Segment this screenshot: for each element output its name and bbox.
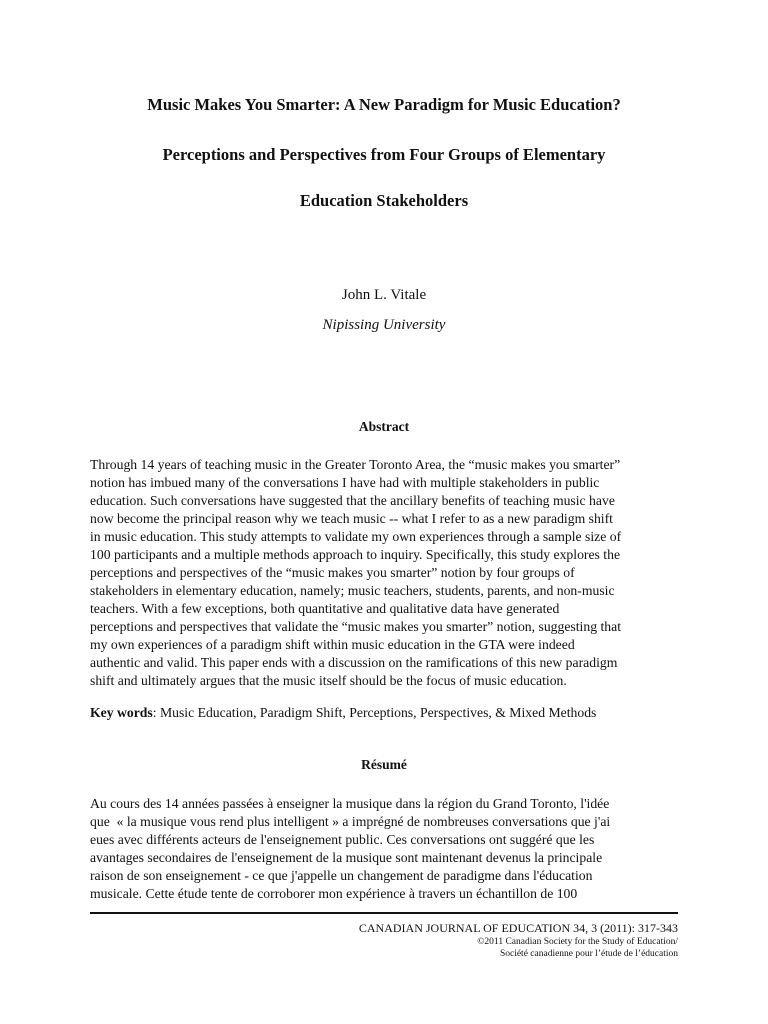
resume-line: avantages secondaires de l'enseignement de la musique sont maintenant devenus la principale	[90, 850, 603, 865]
abstract-line: now become the principal reason why we teach music -- what I refer to as a new paradigm shift	[90, 511, 613, 526]
resume-heading: Résumé	[361, 757, 407, 772]
abstract-line: teachers. With a few exceptions, both quantitative and qualitative data have generated	[90, 601, 560, 616]
footer-divider	[90, 912, 678, 914]
keywords-label: Key words	[90, 705, 153, 720]
resume-line: eues avec différents acteurs de l'enseignement public. Ces conversations ont suggéré que les	[90, 832, 595, 847]
abstract-line: perceptions and perspectives of the “music makes you smarter” notion by four groups of	[90, 565, 575, 580]
abstract-line: authentic and valid. This paper ends with a discussion on the ramifications of this new paradigm	[90, 655, 618, 670]
author-affiliation: Nipissing University	[322, 317, 446, 333]
title-line-3: Education Stakeholders	[299, 191, 469, 210]
page-footer	[90, 921, 678, 960]
abstract-line: my own experiences of a paradigm shift within music education in the GTA were indeed	[90, 637, 575, 652]
abstract-line: notion has imbued many of the conversations I have had with multiple stakeholders in public	[90, 475, 600, 490]
society-name-fr: Société canadienne pour l’étude de l’éducation	[499, 949, 678, 959]
title-line-2: Perceptions and Perspectives from Four Groups of Elementary	[162, 145, 606, 164]
author-name: John L. Vitale	[341, 287, 427, 303]
abstract-text	[90, 456, 678, 690]
abstract-line: in music education. This study attempts to validate my own experiences through a sample size of	[90, 529, 622, 544]
abstract-line: 100 participants and a multiple methods approach to inquiry. Specifically, this study explores the	[90, 547, 621, 562]
resume-line: musicale. Cette étude tente de corroborer mon expérience à travers un échantillon de 100	[90, 886, 578, 901]
keywords-text: : Music Education, Paradigm Shift, Perceptions, Perspectives, & Mixed Methods	[152, 705, 597, 720]
abstract-line: education. Such conversations have suggested that the ancillary benefits of teaching music have	[90, 493, 615, 508]
copyright-notice: ©2011 Canadian Society for the Study of Education/	[477, 937, 678, 947]
abstract-line: stakeholders in elementary education, namely; music teachers, students, parents, and non-music	[90, 583, 615, 598]
title-line-1: Music Makes You Smarter: A New Paradigm for Music Education?	[147, 95, 621, 114]
resume-line: Au cours des 14 années passées à enseigner la musique dans la région du Grand Toronto, l'idée	[90, 796, 610, 811]
abstract-line: perceptions and perspectives that validate the “music makes you smarter” notion, suggesting that	[90, 619, 621, 634]
abstract-line: shift and ultimately argues that the music itself should be the focus of music education.	[90, 673, 567, 688]
journal-citation: CANADIAN JOURNAL OF EDUCATION 34, 3 (2011): 317-343	[358, 921, 678, 935]
abstract-heading: Abstract	[358, 419, 410, 434]
resume-line: raison de son enseignement - ce que j'appelle un changement de paradigme dans l'éducation	[90, 868, 593, 883]
resume-text	[90, 795, 678, 903]
resume-line: que « la musique vous rend plus intelligent » a imprégné de nombreuses conversations que j'ai	[90, 814, 611, 829]
abstract-line: Through 14 years of teaching music in the Greater Toronto Area, the “music makes you smarter”	[90, 457, 621, 472]
keywords	[90, 705, 678, 721]
